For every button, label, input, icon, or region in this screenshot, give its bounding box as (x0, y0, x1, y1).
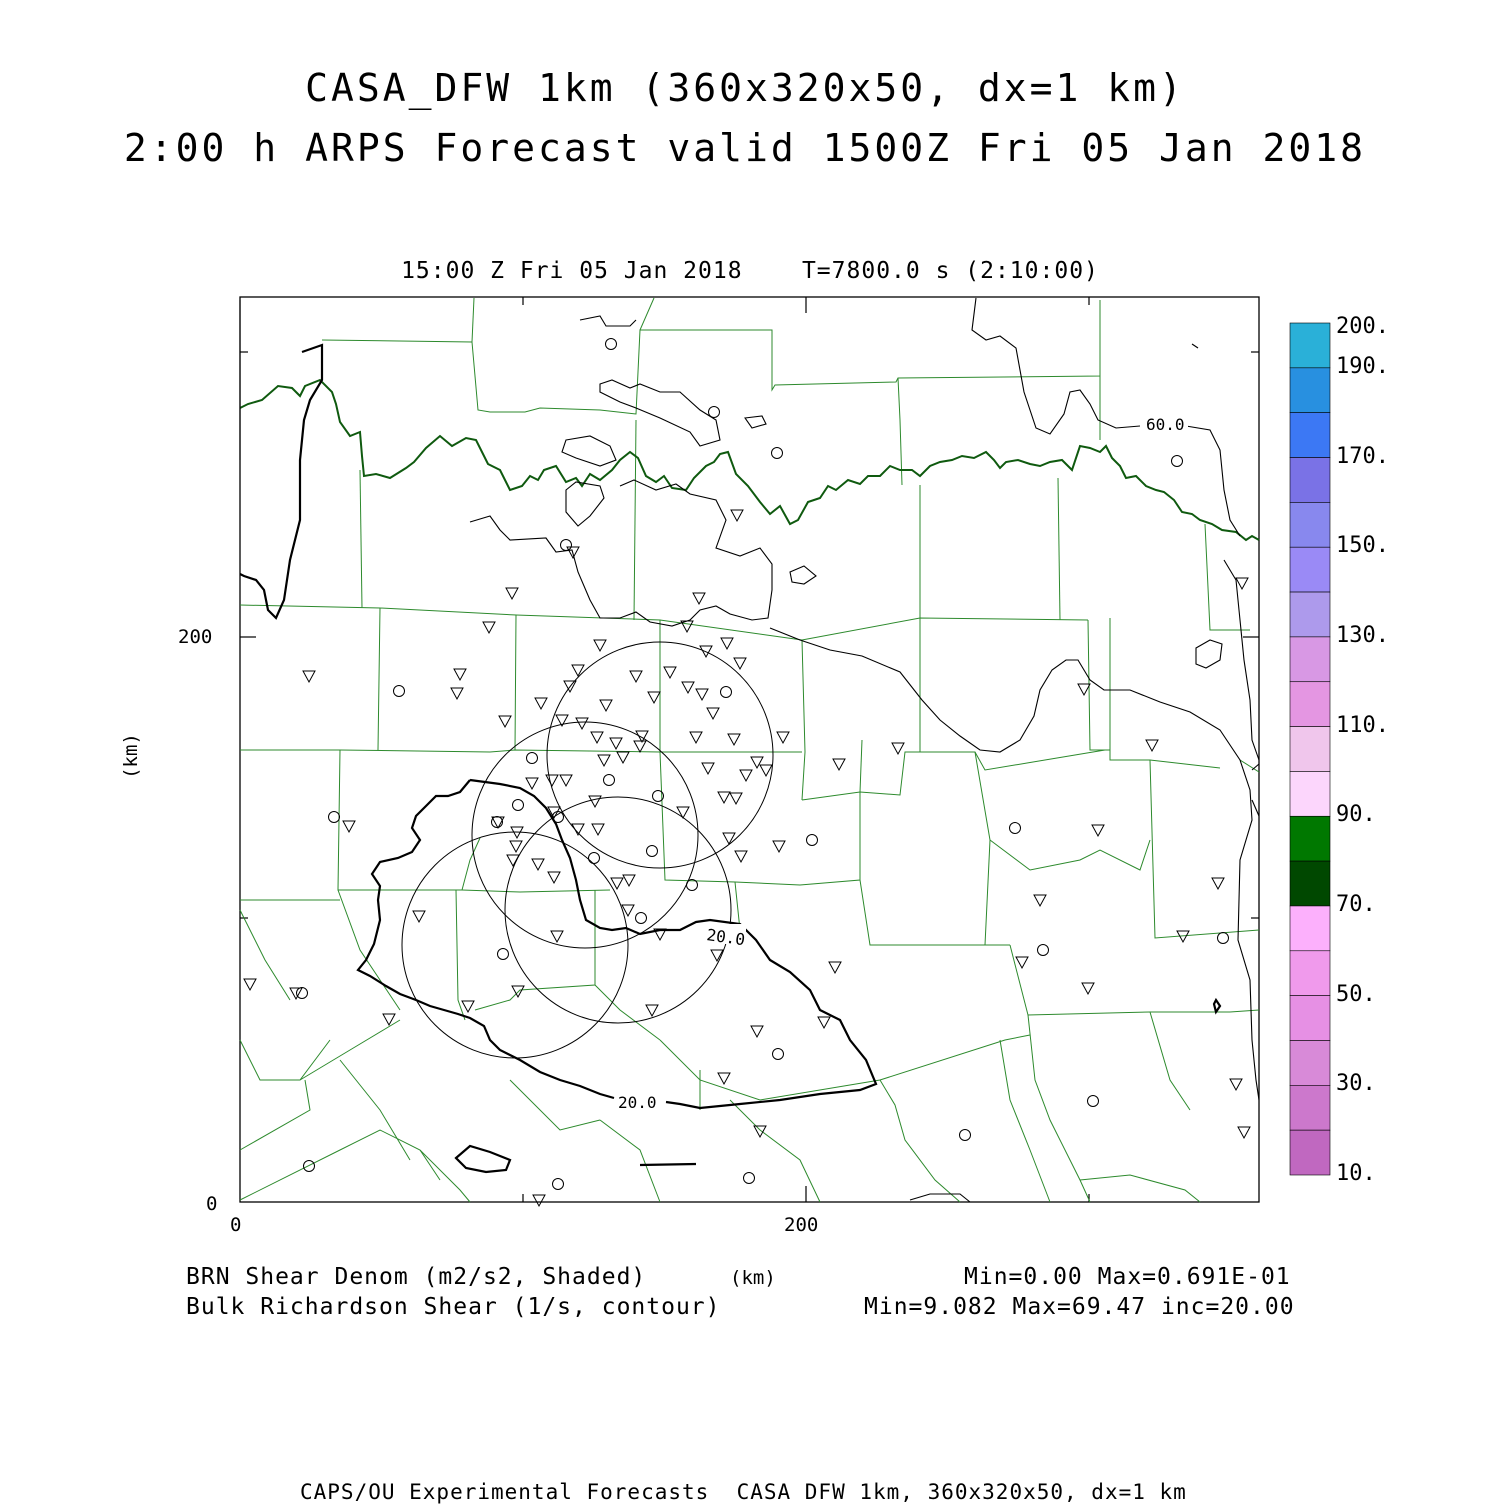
station-circle-marker (604, 775, 615, 786)
station-triangle-marker (546, 775, 558, 786)
shaded-field-label: BRN Shear Denom (m2/s2, Shaded) (186, 1264, 647, 1290)
station-triangle-marker (617, 752, 629, 763)
colorbar-label: 190. (1336, 354, 1389, 379)
station-triangle-marker (244, 979, 256, 990)
colorbar-swatch (1290, 816, 1330, 861)
station-circle-marker (709, 407, 720, 418)
station-triangle-marker (551, 931, 563, 942)
colorbar-swatch (1290, 727, 1330, 772)
y-tick-label: 200 (178, 626, 213, 648)
colorbar-swatch (1290, 1040, 1330, 1085)
contour-label: 60.0 (1146, 415, 1185, 434)
station-triangle-marker (1082, 983, 1094, 994)
station-triangle-marker (1238, 1127, 1250, 1138)
colorbar-swatch (1290, 368, 1330, 413)
colorbar-swatch (1290, 323, 1330, 368)
station-circle-marker (394, 686, 405, 697)
station-triangle-marker (413, 911, 425, 922)
station-triangle-marker (1230, 1079, 1242, 1090)
station-circle-marker (1218, 933, 1229, 944)
station-circle-marker (721, 687, 732, 698)
colorbar-label: 150. (1336, 533, 1389, 558)
station-triangle-marker (682, 682, 694, 693)
station-circle-marker (1088, 1096, 1099, 1107)
station-triangle-marker (1092, 825, 1104, 836)
station-triangle-marker (630, 671, 642, 682)
contour-label: 20.0 (705, 925, 747, 950)
station-triangle-marker (1078, 684, 1090, 695)
station-triangle-marker (677, 807, 689, 818)
colorbar-label: 30. (1336, 1071, 1376, 1096)
station-triangle-marker (343, 821, 355, 832)
colorbar-swatch (1290, 413, 1330, 458)
station-circle-marker (513, 800, 524, 811)
colorbar-label: 70. (1336, 892, 1376, 917)
station-triangle-marker (592, 824, 604, 835)
colorbar-swatch (1290, 996, 1330, 1041)
station-triangle-marker (591, 732, 603, 743)
station-circle-marker (807, 835, 818, 846)
station-markers (244, 339, 1250, 1207)
station-circle-marker (329, 812, 340, 823)
station-circle-marker (527, 753, 538, 764)
station-triangle-marker (499, 716, 511, 727)
station-triangle-marker (818, 1017, 830, 1028)
station-triangle-marker (760, 765, 772, 776)
station-triangle-marker (829, 962, 841, 973)
station-circle-marker (647, 846, 658, 857)
station-circle-marker (498, 949, 509, 960)
colorbar-label: 170. (1336, 444, 1389, 469)
station-triangle-marker (707, 708, 719, 719)
station-triangle-marker (560, 775, 572, 786)
colorbar-swatch (1290, 547, 1330, 592)
station-triangle-marker (702, 763, 714, 774)
station-triangle-marker (751, 1026, 763, 1037)
station-circle-marker (606, 339, 617, 350)
station-triangle-marker (454, 669, 466, 680)
colorbar (1290, 323, 1330, 1175)
y-axis-label: (km) (119, 733, 142, 779)
station-triangle-marker (1016, 957, 1028, 968)
station-triangle-marker (598, 755, 610, 766)
station-circle-marker (744, 1173, 755, 1184)
shaded-field-stats: Min=0.00 Max=0.691E-01 (964, 1264, 1291, 1290)
colorbar-swatch (1290, 1085, 1330, 1130)
chart-title: CASA_DFW 1km (360x320x50, dx=1 km) (305, 66, 1185, 110)
station-triangle-marker (610, 738, 622, 749)
station-triangle-marker (576, 718, 588, 729)
station-triangle-marker (634, 741, 646, 752)
colorbar-label: 130. (1336, 623, 1389, 648)
station-triangle-marker (693, 593, 705, 604)
footer-credit: CAPS/OU Experimental Forecasts CASA DFW 1km, 360x320x50, dx=1 km (300, 1480, 1187, 1504)
station-circle-marker (553, 1179, 564, 1190)
state-border (240, 380, 1259, 540)
colorbar-label: 50. (1336, 982, 1376, 1007)
station-triangle-marker (548, 872, 560, 883)
station-circle-marker (1172, 456, 1183, 467)
station-triangle-marker (611, 878, 623, 889)
station-triangle-marker (1146, 740, 1158, 751)
station-triangle-marker (718, 1073, 730, 1084)
colorbar-swatch (1290, 592, 1330, 637)
station-triangle-marker (696, 689, 708, 700)
station-triangle-marker (303, 671, 315, 682)
station-triangle-marker (1034, 895, 1046, 906)
colorbar-swatch (1290, 906, 1330, 951)
contour-field-label: Bulk Richardson Shear (1/s, contour) (186, 1294, 721, 1320)
colorbar-swatch (1290, 682, 1330, 727)
station-triangle-marker (721, 638, 733, 649)
station-triangle-marker (532, 859, 544, 870)
station-triangle-marker (290, 988, 302, 999)
contour-label: 20.0 (618, 1093, 657, 1112)
colorbar-label: 90. (1336, 802, 1376, 827)
station-circle-marker (561, 540, 572, 551)
station-triangle-marker (777, 732, 789, 743)
station-triangle-marker (740, 770, 752, 781)
station-triangle-marker (690, 732, 702, 743)
y-tick-label: 0 (206, 1193, 218, 1215)
x-axis-label: (km) (730, 1267, 776, 1289)
station-triangle-marker (600, 700, 612, 711)
colorbar-label: 110. (1336, 713, 1389, 738)
contour-field-stats: Min=9.082 Max=69.47 inc=20.00 (864, 1294, 1295, 1320)
station-triangle-marker (526, 778, 538, 789)
colorbar-swatch (1290, 637, 1330, 682)
station-triangle-marker (510, 841, 522, 852)
station-triangle-marker (754, 1126, 766, 1137)
colorbar-swatch (1290, 951, 1330, 996)
station-triangle-marker (535, 698, 547, 709)
station-triangle-marker (730, 793, 742, 804)
station-triangle-marker (833, 759, 845, 770)
station-circle-marker (960, 1130, 971, 1141)
forecast-valid-title: 2:00 h ARPS Forecast valid 1500Z Fri 05 Jan 2018 (123, 126, 1367, 170)
station-triangle-marker (731, 510, 743, 521)
station-triangle-marker (723, 833, 735, 844)
station-triangle-marker (594, 640, 606, 651)
station-circle-marker (772, 448, 783, 459)
station-triangle-marker (728, 734, 740, 745)
station-triangle-marker (451, 688, 463, 699)
station-triangle-marker (572, 665, 584, 676)
station-triangle-marker (533, 1195, 545, 1206)
station-triangle-marker (506, 588, 518, 599)
station-circle-marker (589, 853, 600, 864)
colorbar-swatch (1290, 771, 1330, 816)
station-triangle-marker (734, 658, 746, 669)
station-circle-marker (1038, 945, 1049, 956)
station-circle-marker (1010, 823, 1021, 834)
colorbar-swatch (1290, 1130, 1330, 1175)
station-circle-marker (297, 988, 308, 999)
colorbar-label: 10. (1336, 1161, 1376, 1186)
station-triangle-marker (718, 792, 730, 803)
station-triangle-marker (507, 855, 519, 866)
x-tick-label: 200 (784, 1214, 819, 1236)
station-triangle-marker (773, 841, 785, 852)
station-triangle-marker (462, 1001, 474, 1012)
colorbar-swatch (1290, 502, 1330, 547)
station-circle-marker (773, 1049, 784, 1060)
station-circle-marker (636, 913, 647, 924)
station-triangle-marker (483, 622, 495, 633)
colorbar-swatch (1290, 458, 1330, 503)
colorbar-swatch (1290, 861, 1330, 906)
station-triangle-marker (589, 796, 601, 807)
station-triangle-marker (892, 743, 904, 754)
station-triangle-marker (664, 667, 676, 678)
station-triangle-marker (1212, 878, 1224, 889)
county-lines (240, 298, 1259, 1202)
plot-time-subtitle: 15:00 Z Fri 05 Jan 2018 T=7800.0 s (2:10:00) (401, 258, 1099, 284)
colorbar-label: 200. (1336, 314, 1389, 339)
station-triangle-marker (648, 692, 660, 703)
station-triangle-marker (383, 1014, 395, 1025)
station-triangle-marker (646, 1005, 658, 1016)
x-tick-label: 0 (230, 1214, 242, 1236)
station-triangle-marker (1236, 578, 1248, 589)
station-triangle-marker (623, 875, 635, 886)
station-triangle-marker (735, 851, 747, 862)
